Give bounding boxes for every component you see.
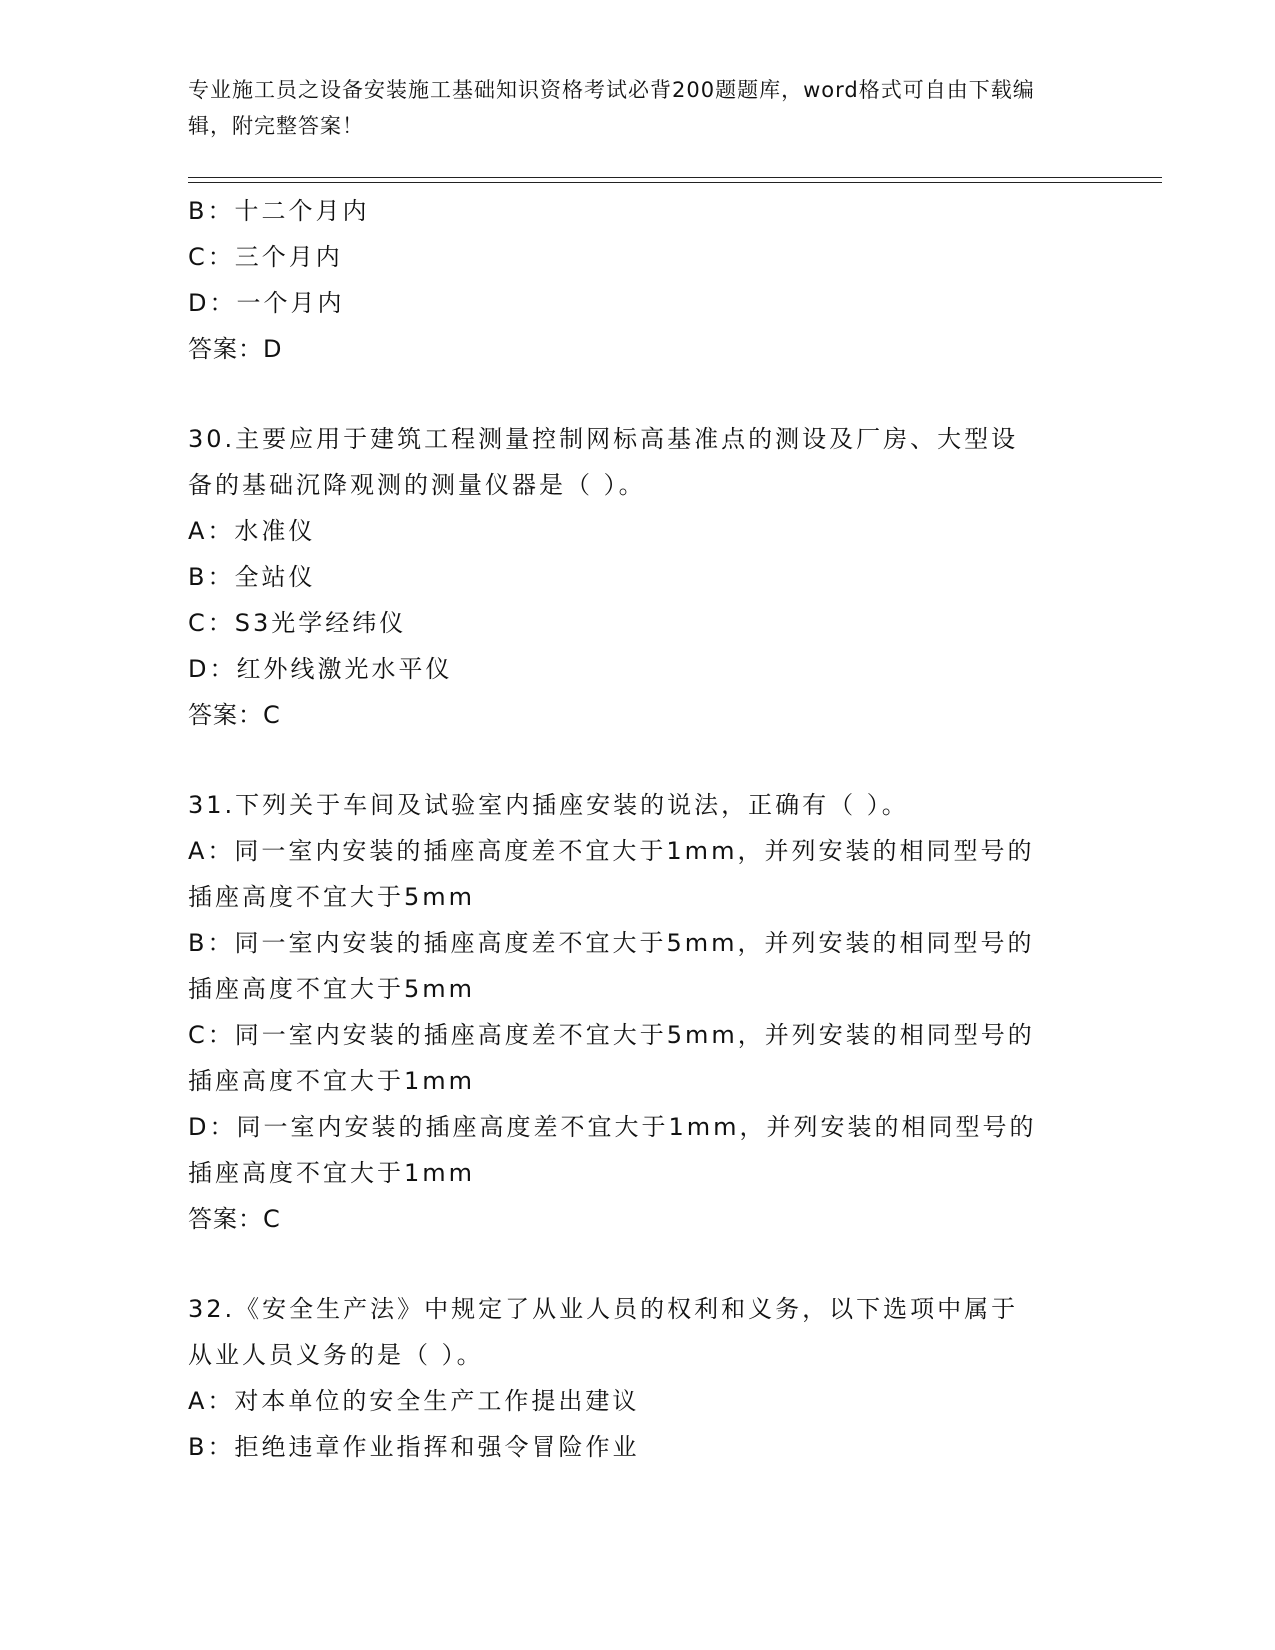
answer-line: 答案：D xyxy=(188,335,283,363)
option-a-continued: 插座高度不宜大于5mm xyxy=(188,883,476,911)
question-text-continued: 备的基础沉降观测的测量仪器是（ ）。 xyxy=(188,471,646,499)
document-header xyxy=(188,72,1068,144)
spacer xyxy=(188,738,1088,782)
question-31 xyxy=(188,782,1088,1242)
spacer xyxy=(188,1242,1088,1286)
option-a: A：对本单位的安全生产工作提出建议 xyxy=(188,1387,640,1415)
option-c: C：同一室内安装的插座高度差不宜大于5mm，并列安装的相同型号的 xyxy=(188,1021,1035,1049)
option-d: D：红外线激光水平仪 xyxy=(188,655,453,683)
header-divider-top xyxy=(188,177,1162,178)
option-c: C：三个月内 xyxy=(188,243,343,271)
option-d: D：一个月内 xyxy=(188,289,345,317)
answer-line: 答案：C xyxy=(188,1205,281,1233)
option-b-continued: 插座高度不宜大于5mm xyxy=(188,975,476,1003)
option-d: D：同一室内安装的插座高度差不宜大于1mm，并列安装的相同型号的 xyxy=(188,1113,1037,1141)
option-b: B：十二个月内 xyxy=(188,197,370,225)
option-b: B：拒绝违章作业指挥和强令冒险作业 xyxy=(188,1433,640,1461)
question-list xyxy=(188,188,1088,1470)
option-d-continued: 插座高度不宜大于1mm xyxy=(188,1159,476,1187)
option-a: A：水准仪 xyxy=(188,517,316,545)
question-text: 30.主要应用于建筑工程测量控制网标高基准点的测设及厂房、大型设 xyxy=(188,425,1019,453)
question-text: 31.下列关于车间及试验室内插座安装的说法，正确有（ ）。 xyxy=(188,791,909,819)
option-b: B：全站仪 xyxy=(188,563,316,591)
option-c-continued: 插座高度不宜大于1mm xyxy=(188,1067,476,1095)
option-c: C：S3光学经纬仪 xyxy=(188,609,407,637)
header-title: 专业施工员之设备安装施工基础知识资格考试必背200题题库，word格式可自由下载编辑，附完整答案！ xyxy=(188,78,1035,138)
question-text-continued: 从业人员义务的是（ ）。 xyxy=(188,1341,484,1369)
spacer xyxy=(188,372,1088,416)
question-32 xyxy=(188,1286,1088,1470)
question-30 xyxy=(188,416,1088,738)
question-29-continued xyxy=(188,188,1088,372)
question-text: 32.《安全生产法》中规定了从业人员的权利和义务，以下选项中属于 xyxy=(188,1295,1019,1323)
option-b: B：同一室内安装的插座高度差不宜大于5mm，并列安装的相同型号的 xyxy=(188,929,1035,957)
answer-line: 答案：C xyxy=(188,701,281,729)
option-a: A：同一室内安装的插座高度差不宜大于1mm，并列安装的相同型号的 xyxy=(188,837,1035,865)
header-divider-bottom xyxy=(188,182,1162,183)
